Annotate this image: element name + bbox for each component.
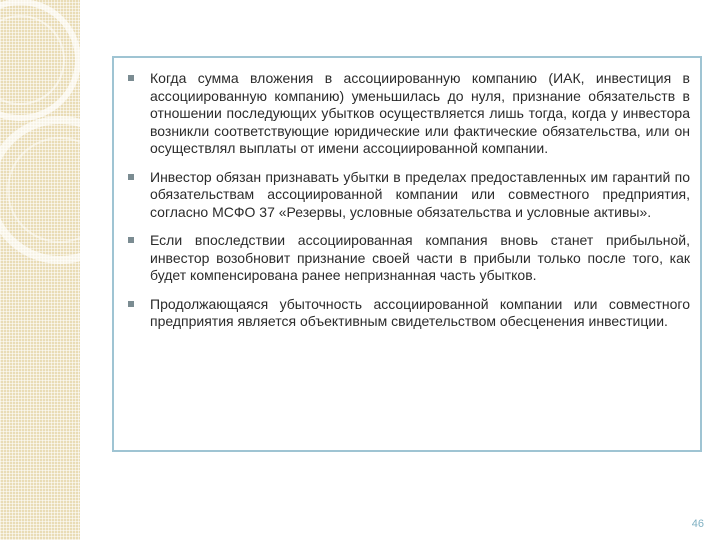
- bullet-text: Продолжающаяся убыточность ассоциированной компании или совместного предприятия является объективным свидетельством обесценения инвестиции.: [150, 295, 690, 329]
- page-number: 46: [691, 518, 704, 530]
- decorative-circles: [0, 0, 80, 540]
- content-box: [112, 56, 702, 452]
- bullet-square-icon: [128, 174, 134, 180]
- bullet-item: [126, 232, 690, 285]
- bullet-list: [114, 58, 700, 331]
- bullet-item: [126, 70, 690, 158]
- decorative-side-band: [0, 0, 80, 540]
- bullet-item: [126, 169, 690, 222]
- bullet-text: Если впоследствии ассоциированная компания вновь станет прибыльной, инвестор возобновит признание своей части в прибыли только после того, как будет компенсирована ранее непризнанная часть убытков.: [150, 232, 690, 283]
- bullet-text: Инвестор обязан признавать убытки в пределах предоставленных им гарантий по обязательствам ассоциированной компании или совместного предприятия, согласно МСФО 37 «Резервы, условные обязательства и условные активы».: [150, 168, 690, 220]
- bullet-square-icon: [128, 301, 134, 307]
- bullet-item: [126, 296, 690, 331]
- bullet-square-icon: [128, 75, 134, 81]
- bullet-text: Когда сумма вложения в ассоциированную компанию (ИАК, инвестиция в ассоциированную компанию) уменьшилась до нуля, признание обязательств в отношении последующих убытков осуществляется лишь тогда, когда у инвестора возникли соответствующие юридические или фактические обязательства, или он осуществлял выплаты от имени ассоциированной компании.: [150, 70, 690, 156]
- bullet-square-icon: [128, 237, 134, 243]
